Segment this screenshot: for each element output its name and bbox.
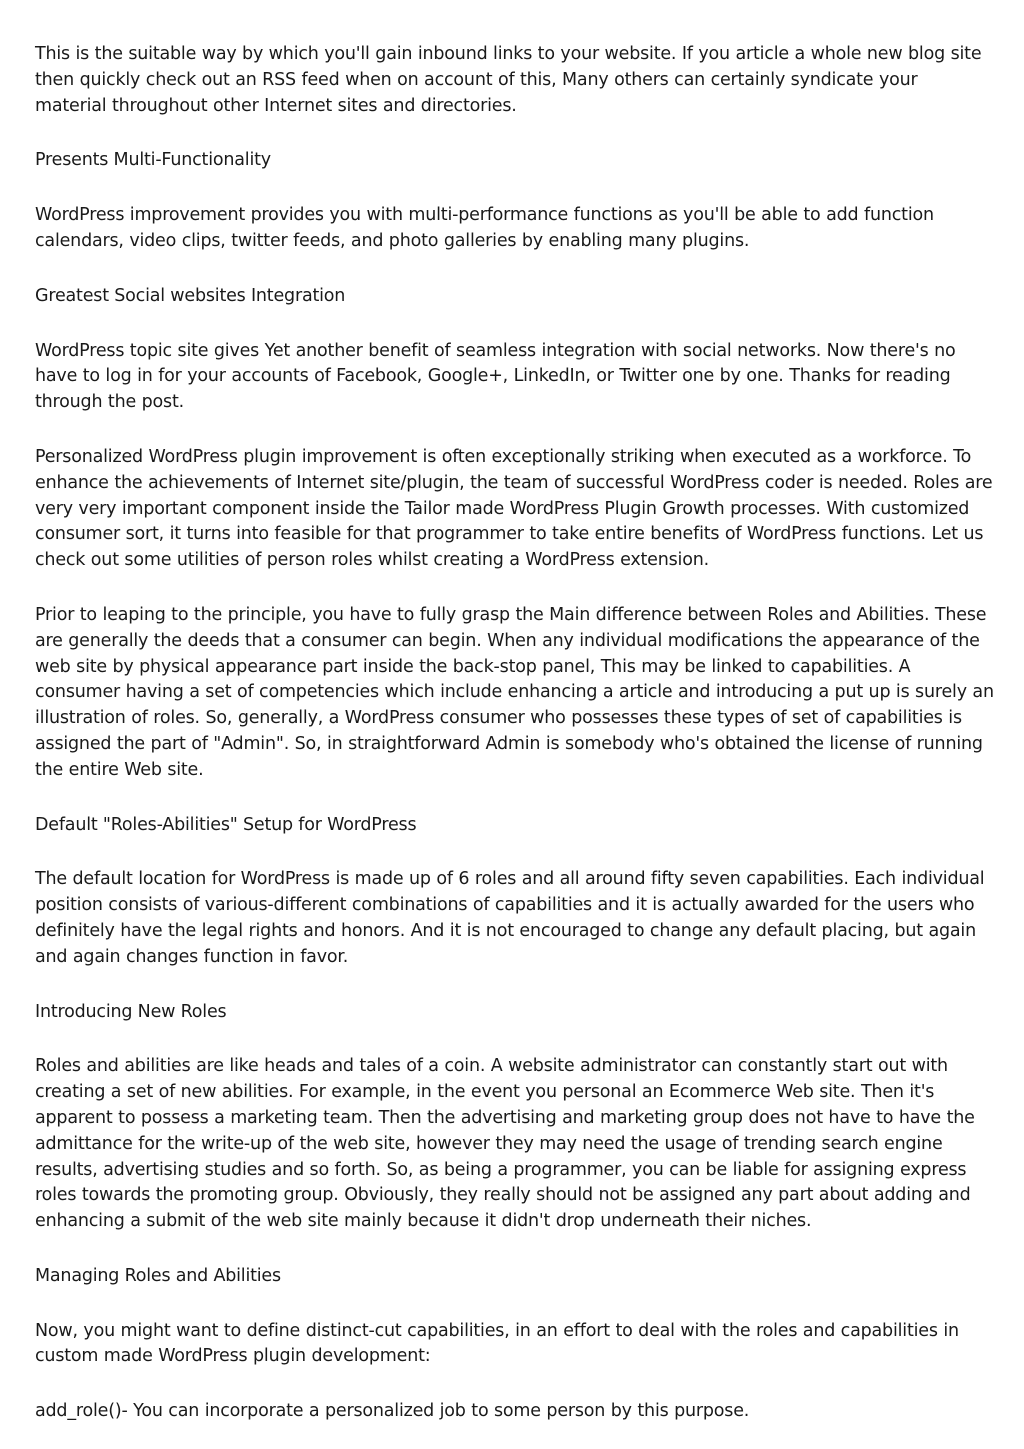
paragraph-managing-roles: Now, you might want to define distinct-cut capabilities, in an effort to deal with the roles and capabilities in custom made WordPress plugin development: (35, 1320, 959, 1367)
heading-new-roles: Introducing New Roles (35, 1001, 227, 1022)
paragraph-plugin-improvement: Personalized WordPress plugin improvement is often exceptionally striking when executed as a workforce. To enhance the achievements of Internet site/plugin, the team of successful WordPress coder is needed. Roles are very very important component inside the Tailor made WordPress Plugin Growth processes. With customized consumer sort, it turns into feasible for that programmer to take entire benefits of WordPress functions. Let us check out some utilities of person roles whilst creating a WordPress extension. (35, 446, 993, 571)
heading-social-integration: Greatest Social websites Integration (35, 285, 346, 306)
heading-default-setup: Default "Roles-Abilities" Setup for WordPress (35, 814, 417, 835)
heading-multi-functionality: Presents Multi-Functionality (35, 150, 271, 171)
heading-managing-roles: Managing Roles and Abilities (35, 1265, 281, 1286)
paragraph-multi-functionality: WordPress improvement provides you with multi-performance functions as you'll be able to add function calendars, video clips, twitter feeds, and photo galleries by enabling many plugins. (35, 205, 934, 251)
paragraph-social-integration: WordPress topic site gives Yet another benefit of seamless integration with social networks. Now there's no have to log in for your accounts of Facebook, Google+, LinkedIn, or Twitter one by one. Thanks for reading through the post. (35, 340, 956, 413)
paragraph-default-setup: The default location for WordPress is made up of 6 roles and all around fifty seven capabilities. Each individual position consists of various-different combinations of capabilities and it is actually awarded for the users who definitely have the legal rights and honors. And it is not encouraged to change any default placing, but again and again changes function in favor. (35, 869, 985, 967)
paragraph-new-roles: Roles and abilities are like heads and tales of a coin. A website administrator can constantly start out with creating a set of new abilities. For example, in the event you personal an Ecommerce Web site. Then it's apparent to possess a marketing team. Then the advertising and marketing group does not have to have the admittance for the write-up of the web site, however they may need the usage of trending search engine results, advertising studies and so forth. So, as being a programmer, you can be liable for assigning express roles towards the promoting group. Obviously, they really should not be assigned any part about adding and enhancing a submit of the web site mainly because it didn't drop underneath their niches. (35, 1056, 975, 1232)
paragraph-add-role: add_role()- You can incorporate a personalized job to some person by this purpose. (35, 1401, 750, 1422)
paragraph-rss-intro: This is the suitable way by which you'll gain inbound links to your website. If you article a whole new blog site then quickly check out an RSS feed when on account of this, Many others can certainly syndicate your material throughout other Internet sites and directories. (35, 44, 982, 116)
paragraph-roles-vs-abilities: Prior to leaping to the principle, you have to fully grasp the Main difference between Roles and Abilities. These are generally the deeds that a consumer can begin. When any individual modifications the appearance of the web site by physical appearance part inside the back-stop panel, This may be linked to capabilities. A consumer having a set of competencies which include enhancing a article and introducing a put up is surely an illustration of roles. So, generally, a WordPress consumer who possesses these types of set of capabilities is assigned the part of "Admin". So, in straightforward Admin is somebody who's obtained the license of running the entire Web site. (35, 604, 994, 780)
